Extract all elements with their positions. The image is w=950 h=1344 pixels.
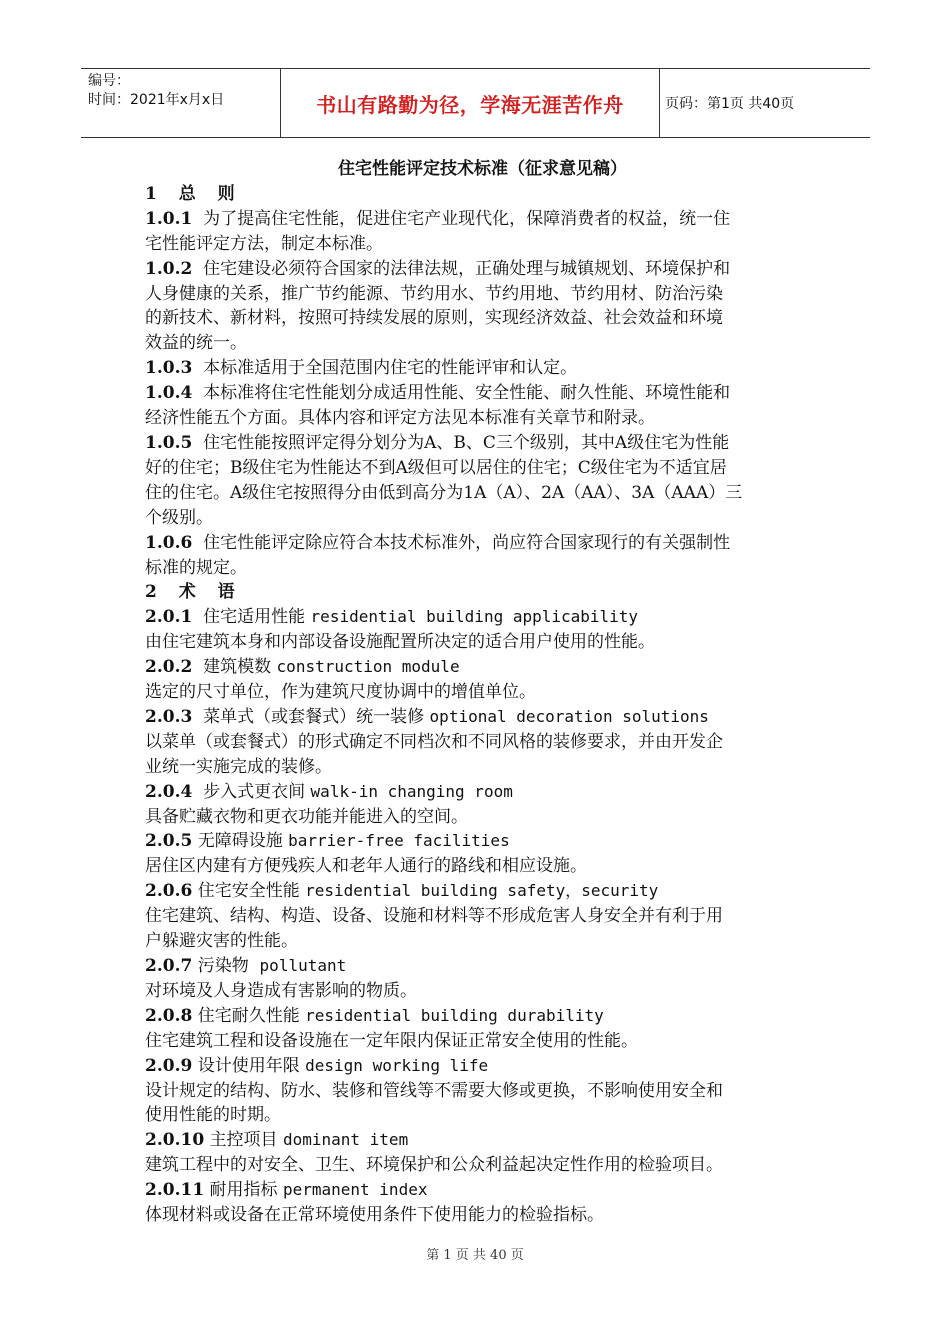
clause-text: 住宅性能按照评定得分划分为A、B、C三个级别，其中A级住宅为性能 [192, 432, 730, 453]
body-text-line: 效益的统一。 [145, 333, 247, 354]
term-english: residential building safety，security [305, 881, 659, 901]
term-chinese: 住宅耐久性能 [192, 1005, 306, 1026]
term-number: 2.0.1 [145, 607, 193, 628]
clause-number: 1.0.3 [145, 358, 193, 379]
clause-line [145, 531, 810, 556]
term-line [145, 1178, 810, 1203]
term-number: 2.0.3 [145, 706, 193, 727]
term-number: 2.0.4 [145, 781, 193, 802]
number-label: 编号： [88, 73, 130, 89]
term-english: design working life [305, 1055, 489, 1075]
clause-text: 住宅建设必须符合国家的法律法规，正确处理与城镇规划、环境保护和 [192, 258, 731, 279]
body-text-line: 选定的尺寸单位，作为建筑尺度协调中的增值单位。 [145, 682, 536, 703]
term-chinese: 步入式更衣间 [192, 781, 311, 802]
term-line [145, 954, 810, 979]
header-meta [81, 69, 281, 137]
clause-text: 本标准将住宅性能划分成适用性能、安全性能、耐久性能、环境性能和 [192, 383, 731, 404]
clause-text: 为了提高住宅性能，促进住宅产业现代化，保障消费者的权益，统一住 [192, 208, 731, 229]
body-text-line: 个级别。 [145, 507, 213, 528]
term-line [145, 829, 810, 854]
body-text-line: 以菜单（或套餐式）的形式确定不同档次和不同风格的装修要求，并由开发企 [145, 731, 723, 752]
clause-number: 1.0.5 [145, 432, 193, 453]
body-text-line: 居住区内建有方便残疾人和老年人通行的路线和相应设施。 [145, 856, 587, 877]
body-text-line: 人身健康的关系，推广节约能源、节约用水、节约用地、节约用材、防治污染 [145, 283, 723, 304]
term-chinese: 菜单式（或套餐式）统一装修 [192, 706, 430, 727]
clause-number: 1.0.1 [145, 208, 193, 229]
term-english: residential building applicability [310, 607, 639, 627]
body-text-line: 户躲避灾害的性能。 [145, 931, 298, 952]
term-number: 2.0.2 [145, 657, 193, 678]
term-line [145, 1128, 810, 1153]
term-number: 2.0.9 [145, 1055, 193, 1076]
body-text-line: 住宅建筑、结构、构造、设备、设施和材料等不形成危害人身安全并有利于用 [145, 906, 723, 927]
term-line [145, 705, 810, 730]
term-line [145, 879, 810, 904]
term-line [145, 605, 810, 630]
term-chinese: 耐用指标 [204, 1180, 283, 1201]
document-lines [145, 182, 810, 1228]
section-heading [145, 580, 810, 605]
term-line [145, 1054, 810, 1079]
body-text-line: 由住宅建筑本身和内部设备设施配置所决定的适合用户使用的性能。 [145, 632, 655, 653]
term-number: 2.0.5 [145, 831, 193, 852]
body-text-line: 宅性能评定方法，制定本标准。 [145, 233, 383, 254]
clause-text: 本标准适用于全国范围内住宅的性能评审和认定。 [192, 358, 578, 379]
term-chinese: 设计使用年限 [192, 1055, 306, 1076]
term-chinese: 住宅适用性能 [192, 607, 311, 628]
term-english: walk-in changing room [310, 781, 513, 801]
clause-number: 1.0.6 [145, 532, 193, 553]
clause-text: 住宅性能评定除应符合本技术标准外，尚应符合国家现行的有关强制性 [192, 532, 731, 553]
term-number: 2.0.7 [145, 956, 193, 976]
term-number: 2.0.8 [145, 1005, 193, 1026]
page-footer: 第 1 页 共 40 页 [426, 1248, 524, 1263]
date-line: 时间：2021年x月x日 [88, 92, 225, 108]
body-text-line: 标准的规定。 [145, 557, 247, 578]
term-chinese: 住宅安全性能 [192, 881, 306, 902]
term-chinese: 无障碍设施 [192, 831, 289, 852]
term-number: 2.0.10 [145, 1130, 205, 1151]
body-text-line: 经济性能五个方面。具体内容和评定方法见本标准有关章节和附录。 [145, 408, 655, 429]
body-text-line: 的新技术、新材料，按照可持续发展的原则，实现经济效益、社会效益和环境 [145, 308, 723, 329]
term-chinese: 建筑模数 [192, 657, 277, 678]
clause-line [145, 257, 810, 282]
term-number: 2.0.6 [145, 881, 193, 902]
body-text-line: 住宅建筑工程和设备设施在一定年限内保证正常安全使用的性能。 [145, 1030, 638, 1051]
page-header [81, 68, 870, 138]
body-text-line: 使用性能的时期。 [145, 1105, 281, 1126]
term-english: pollutant [259, 956, 347, 975]
term-english: construction module [276, 657, 460, 677]
term-line [145, 780, 810, 805]
body-text-line: 具备贮藏衣物和更衣功能并能进入的空间。 [145, 806, 468, 827]
document-body [145, 157, 810, 1228]
section-heading-text: 2 术 语 [145, 582, 243, 603]
body-text-line: 好的住宅；B级住宅为性能达不到A级但可以居住的住宅；C级住宅为不适宜居 [145, 457, 727, 478]
clause-number: 1.0.2 [145, 258, 193, 279]
clause-line [145, 431, 810, 456]
document-title: 住宅性能评定技术标准（征求意见稿） [338, 159, 627, 179]
term-english: barrier-free facilities [288, 831, 510, 851]
body-text-line: 体现材料或设备在正常环境使用条件下使用能力的检验指标。 [145, 1205, 604, 1226]
body-text-line: 业统一实施完成的装修。 [145, 756, 332, 777]
section-heading [145, 182, 810, 207]
term-english: optional decoration solutions [429, 706, 709, 726]
body-text-line: 住的住宅。A级住宅按照得分由低到高分为1A（A）、2A（AA）、3A（AAA）三 [145, 482, 743, 503]
header-page-info: 页码：第1页 共40页 [665, 96, 795, 112]
header-slogan: 书山有路勤为径，学海无涯苦作舟 [281, 69, 660, 137]
term-chinese: 污染物 [192, 956, 260, 976]
clause-line [145, 356, 810, 381]
term-line [145, 1004, 810, 1029]
body-text-line: 设计规定的结构、防水、装修和管线等不需要大修或更换，不影响使用安全和 [145, 1080, 723, 1101]
term-chinese: 主控项目 [204, 1130, 283, 1151]
clause-number: 1.0.4 [145, 383, 193, 404]
body-text-line: 对环境及人身造成有害影响的物质。 [145, 980, 417, 1001]
term-english: residential building durability [305, 1005, 604, 1025]
term-english: permanent index [282, 1180, 428, 1200]
clause-line [145, 381, 810, 406]
body-text-line: 建筑工程中的对安全、卫生、环境保护和公众利益起决定性作用的检验项目。 [145, 1155, 723, 1176]
term-line [145, 655, 810, 680]
clause-line [145, 207, 810, 232]
term-english: dominant item [282, 1130, 409, 1150]
term-number: 2.0.11 [145, 1180, 205, 1201]
section-heading-text: 1 总 则 [145, 183, 243, 204]
